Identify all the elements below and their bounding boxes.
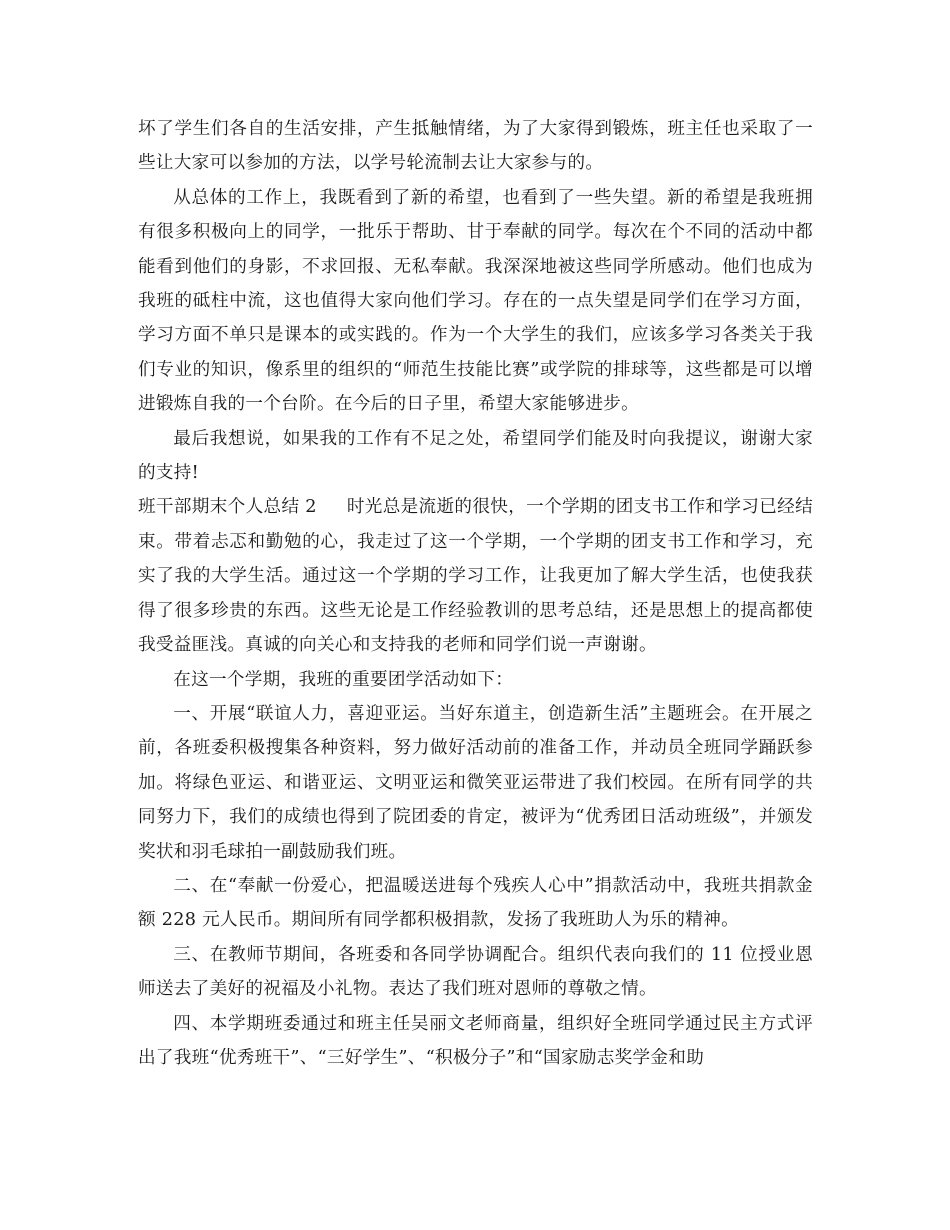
paragraph-6: 一、开展“联谊人力，喜迎亚运。当好东道主，创造新生活”主题班会。在开展之前，各班委积极搜集各种资料，努力做好活动前的准备工作，并动员全班同学踊跃参加。将绿色亚运、和谐亚运、文明亚运和微笑亚运带进了我们校园。在所有同学的共同努力下，我们的成绩也得到了院团委的肯定，被评为“优秀团日活动班级”，并颁发奖状和羽毛球拍一副鼓励我们班。 [138,703,813,862]
section-heading: 班干部期末个人总结 2 [138,497,317,518]
paragraph-5: 在这一个学期，我班的重要团学活动如下： [173,669,514,690]
paragraph-1: 坏了学生们各自的生活安排，产生抵触情绪，为了大家得到锻炼，班主任也采取了一些让大家可以参加的方法，以学号轮流制去让大家参与的。 [138,119,813,174]
paragraph-9: 四、本学期班委通过和班主任吴丽文老师商量，组织好全班同学通过民主方式评出了我班“优秀班干”、“三好学生”、“积极分子”和“国家励志奖学金和助 [138,1013,813,1068]
paragraph-4 [138,490,813,662]
paragraph-8: 三、在教师节期间，各班委和各同学协调配合。组织代表向我们的 11 位授业恩师送去了美好的祝福及小礼物。表达了我们班对恩师的尊敬之情。 [138,944,813,1000]
paragraph-4-text: 时光总是流逝的很快，一个学期的团支书工作和学习已经结束。带着忐忑和勤勉的心，我走过了这一个学期，一个学期的团支书工作和学习，充实了我的大学生活。通过这一个学期的学习工作，让我更加了解大学生活，也使我获得了很多珍贵的东西。这些无论是工作经验教训的思考总结，还是思想上的提高都使我受益匪浅。真诚的向关心和支持我的老师和同学们说一声谢谢。 [138,497,813,656]
paragraph-2: 从总体的工作上，我既看到了新的希望，也看到了一些失望。新的希望是我班拥有很多积极向上的同学，一批乐于帮助、甘于奉献的同学。每次在个不同的活动中都能看到他们的身影，不求回报、无私奉献。我深深地被这些同学所感动。他们也成为我班的砥柱中流，这也值得大家向他们学习。存在的一点失望是同学们在学习方面，学习方面不单只是课本的或实践的。作为一个大学生的我们，应该多学习各类关于我们专业的知识，像系里的组织的“师范生技能比赛”或学院的排球等，这些都是可以增进锻炼自我的一个台阶。在今后的日子里，希望大家能够进步。 [138,187,813,415]
document-body [138,112,813,1075]
paragraph-3: 最后我想说，如果我的工作有不足之处，希望同学们能及时向我提议，谢谢大家的支持! [138,428,813,484]
paragraph-7: 二、在“奉献一份爱心，把温暖送进每个残疾人心中”捐款活动中，我班共捐款金额 228 元人民币。期间所有同学都积极捐款，发扬了我班助人为乐的精神。 [138,875,813,931]
